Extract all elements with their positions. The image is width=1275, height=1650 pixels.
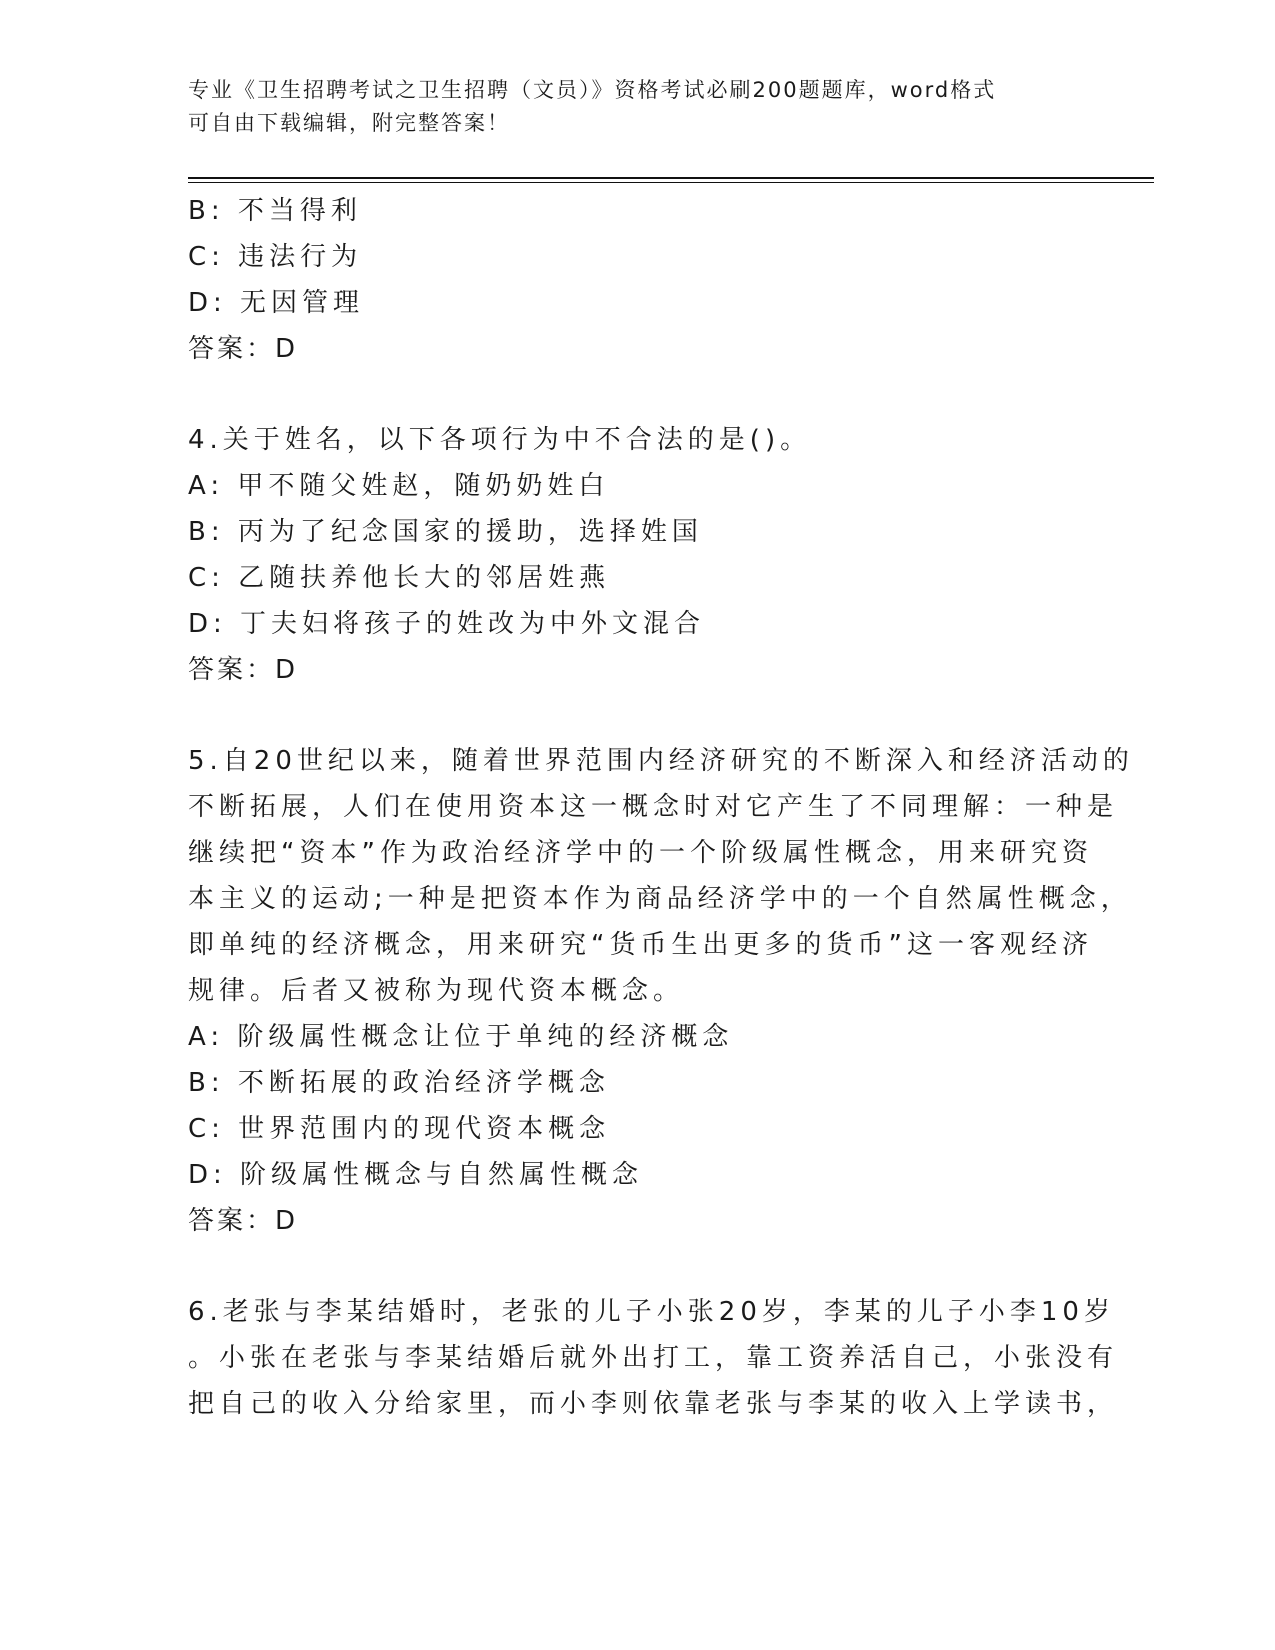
q6-question-line: 把自己的收入分给家里，而小李则依靠老张与李某的收入上学读书， xyxy=(188,1389,1119,1419)
page-header xyxy=(188,74,1068,140)
q5-answer: 答案：D xyxy=(188,1206,299,1236)
question-6-block xyxy=(188,1289,1119,1427)
header-divider-thick xyxy=(188,177,1154,179)
q3-option-d: D: 无因管理 xyxy=(188,288,365,318)
header-divider-thin xyxy=(188,182,1154,183)
question-5-block xyxy=(188,738,1134,1244)
spacer xyxy=(188,1244,1068,1289)
q5-question-line: 不断拓展，人们在使用资本这一概念时对它产生了不同理解：一种是 xyxy=(188,792,1119,822)
q6-question-line: 。小张在老张与李某结婚后就外出打工，靠工资养活自己，小张没有 xyxy=(188,1343,1119,1373)
question-3-block xyxy=(188,188,1068,372)
q4-option-c: C: 乙随扶养他长大的邻居姓燕 xyxy=(188,563,611,593)
q4-option-a: A: 甲不随父姓赵，随奶奶姓白 xyxy=(188,471,610,501)
q5-question-line: 继续把“资本”作为政治经济学中的一个阶级属性概念，用来研究资 xyxy=(188,838,1093,868)
q4-answer: 答案：D xyxy=(188,655,299,685)
q5-option-d: D: 阶级属性概念与自然属性概念 xyxy=(188,1160,644,1190)
q4-option-b: B: 丙为了纪念国家的援助，选择姓国 xyxy=(188,517,703,547)
q3-option-b: B: 不当得利 xyxy=(188,196,362,226)
q5-option-b: B: 不断拓展的政治经济学概念 xyxy=(188,1068,610,1098)
q5-question-line: 即单纯的经济概念，用来研究“货币生出更多的货币”这一客观经济 xyxy=(188,930,1093,960)
header-title-line-1: 专业《卫生招聘考试之卫生招聘（文员）》资格考试必刷200题题库，word格式 xyxy=(188,78,997,102)
header-title-line-2: 可自由下载编辑，附完整答案！ xyxy=(188,111,510,135)
q5-question-line: 规律。后者又被称为现代资本概念。 xyxy=(188,976,685,1006)
spacer xyxy=(188,372,1068,417)
question-4-block xyxy=(188,417,1068,693)
q5-option-c: C: 世界范围内的现代资本概念 xyxy=(188,1114,611,1144)
q6-question-line: 6.老张与李某结婚时，老张的儿子小张20岁，李某的儿子小李10岁 xyxy=(188,1297,1115,1327)
q5-option-a: A: 阶级属性概念让位于单纯的经济概念 xyxy=(188,1022,734,1052)
q3-option-c: C: 违法行为 xyxy=(188,242,363,272)
q5-question-line: 5.自20世纪以来，随着世界范围内经济研究的不断深入和经济活动的 xyxy=(188,746,1134,776)
q4-question: 4.关于姓名，以下各项行为中不合法的是()。 xyxy=(188,425,812,455)
q3-answer: 答案：D xyxy=(188,334,299,364)
q5-question-line: 本主义的运动;一种是把资本作为商品经济学中的一个自然属性概念， xyxy=(188,884,1132,914)
q4-option-d: D: 丁夫妇将孩子的姓改为中外文混合 xyxy=(188,609,706,639)
document-body xyxy=(188,188,1134,1427)
spacer xyxy=(188,693,1068,738)
